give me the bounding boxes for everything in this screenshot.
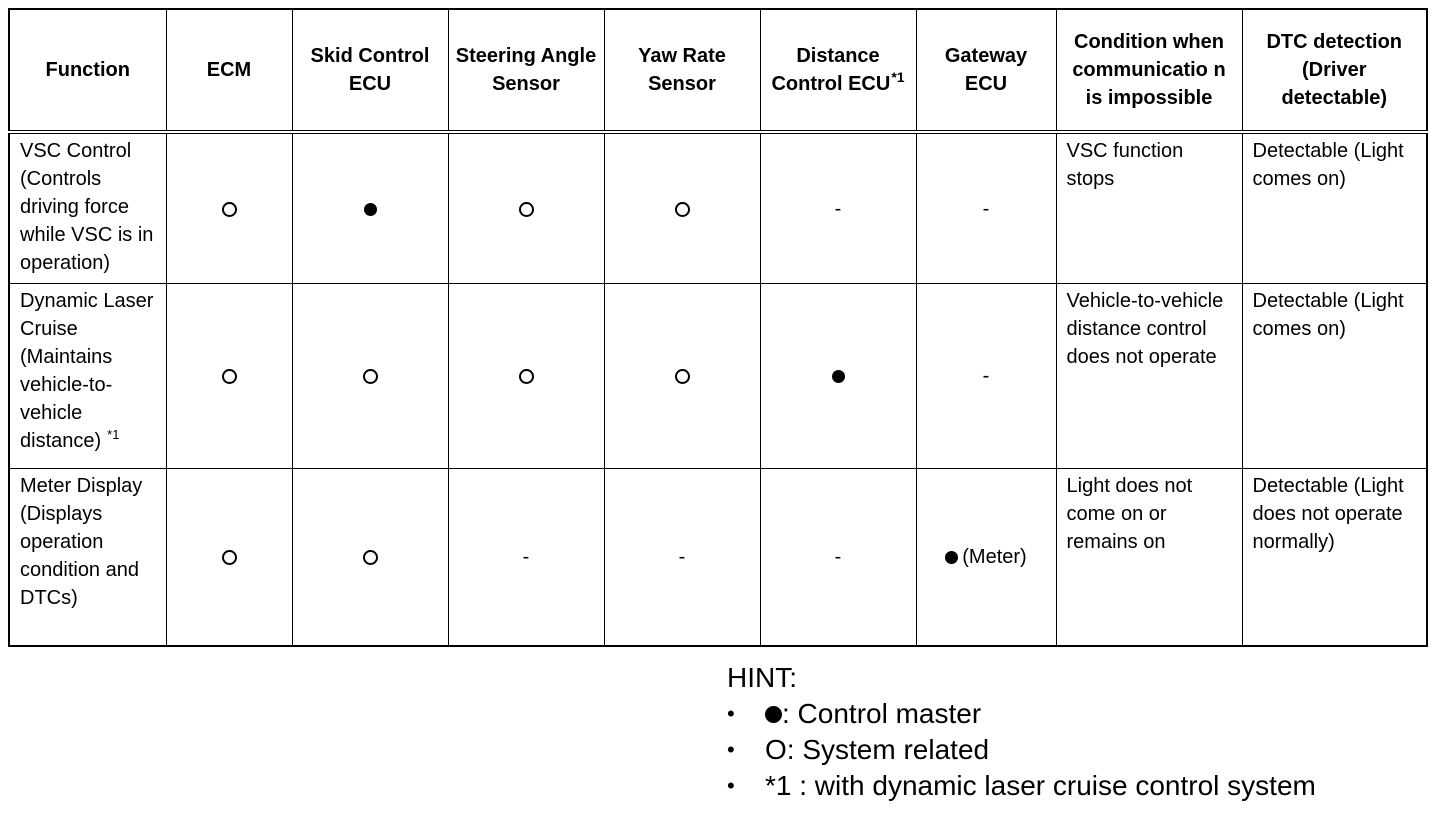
ecm-cell — [166, 469, 292, 647]
dtc-cell: Detectable (Light does not operate normally) — [1242, 469, 1427, 647]
function-cell: Meter Display (Displays operation condition and DTCs) — [9, 469, 166, 647]
table-header — [9, 9, 1427, 132]
open-circle-icon — [222, 369, 237, 384]
hint-item-system-related — [727, 732, 1427, 768]
distance-cell — [760, 284, 916, 469]
gateway-cell — [916, 469, 1056, 647]
dash-mark: - — [834, 197, 842, 220]
steering-cell — [448, 132, 604, 284]
header-yaw-rate-sensor: Yaw Rate Sensor — [604, 9, 760, 132]
open-circle-icon — [222, 550, 237, 565]
table-row — [9, 469, 1427, 647]
open-circle-icon — [363, 550, 378, 565]
hint-text: : System related — [786, 734, 990, 765]
function-cell: VSC Control (Controls driving force while VSC is in operation) — [9, 132, 166, 284]
filled-circle-icon — [945, 551, 958, 564]
header-steering-angle-sensor: Steering Angle Sensor — [448, 9, 604, 132]
hint-text: *1 : with dynamic laser cruise control system — [765, 770, 1316, 801]
filled-circle-icon — [832, 370, 845, 383]
header-function: Function — [9, 9, 166, 132]
header-skid-control-ecu: Skid Control ECU — [292, 9, 448, 132]
gateway-cell — [916, 132, 1056, 284]
hint-text: : Control master — [782, 698, 982, 729]
dtc-cell: Detectable (Light comes on) — [1242, 132, 1427, 284]
steering-cell — [448, 284, 604, 469]
hint-item-control-master — [727, 696, 1427, 732]
header-distance-label: Distance Control ECU — [771, 45, 891, 95]
function-text: Dynamic Laser Cruise (Maintains vehicle-to-vehicle distance) — [20, 290, 154, 452]
yaw-cell — [604, 284, 760, 469]
header-distance-control-ecu — [760, 9, 916, 132]
hint-section — [727, 660, 1427, 804]
dash-mark: - — [982, 365, 990, 387]
open-circle-icon — [675, 369, 690, 384]
distance-cell — [760, 469, 916, 647]
header-ecm: ECM — [166, 9, 292, 132]
skid-cell — [292, 469, 448, 647]
table-row — [9, 132, 1427, 284]
open-circle-icon — [519, 202, 534, 217]
open-circle-icon — [363, 369, 378, 384]
hint-item-footnote — [727, 768, 1427, 804]
dash-mark: - — [982, 197, 990, 220]
gateway-cell — [916, 284, 1056, 469]
ecm-cell — [166, 132, 292, 284]
skid-cell — [292, 284, 448, 469]
footnote-marker: *1 — [891, 69, 905, 86]
table-row — [9, 284, 1427, 469]
bullet-icon: • — [727, 773, 735, 798]
filled-circle-icon — [364, 203, 377, 216]
steering-cell — [448, 469, 604, 647]
ecm-cell — [166, 284, 292, 469]
dash-mark: - — [678, 546, 686, 568]
dash-mark: - — [834, 546, 842, 568]
header-gateway-ecu: Gateway ECU — [916, 9, 1056, 132]
dtc-cell: Detectable (Light comes on) — [1242, 284, 1427, 469]
yaw-cell — [604, 132, 760, 284]
yaw-cell — [604, 469, 760, 647]
meter-note: (Meter) — [962, 546, 1027, 569]
function-cell — [9, 284, 166, 469]
footnote-marker: *1 — [107, 427, 120, 443]
hint-title: HINT: — [727, 662, 797, 693]
condition-cell: Light does not come on or remains on — [1056, 469, 1242, 647]
bullet-icon: • — [727, 737, 735, 762]
open-circle-symbol: O — [765, 734, 787, 765]
open-circle-icon — [675, 202, 690, 217]
condition-cell: Vehicle-to-vehicle distance control does not operate — [1056, 284, 1242, 469]
header-condition: Condition when communicatio n is impossible — [1056, 9, 1242, 132]
filled-circle-icon — [765, 706, 782, 723]
open-circle-icon — [222, 202, 237, 217]
dash-mark: - — [522, 546, 530, 568]
open-circle-icon — [519, 369, 534, 384]
communication-table — [8, 8, 1428, 647]
hint-list — [727, 696, 1427, 804]
condition-cell: VSC function stops — [1056, 132, 1242, 284]
distance-cell — [760, 132, 916, 284]
skid-cell — [292, 132, 448, 284]
header-dtc-detection: DTC detection (Driver detectable) — [1242, 9, 1427, 132]
bullet-icon: • — [727, 701, 735, 726]
